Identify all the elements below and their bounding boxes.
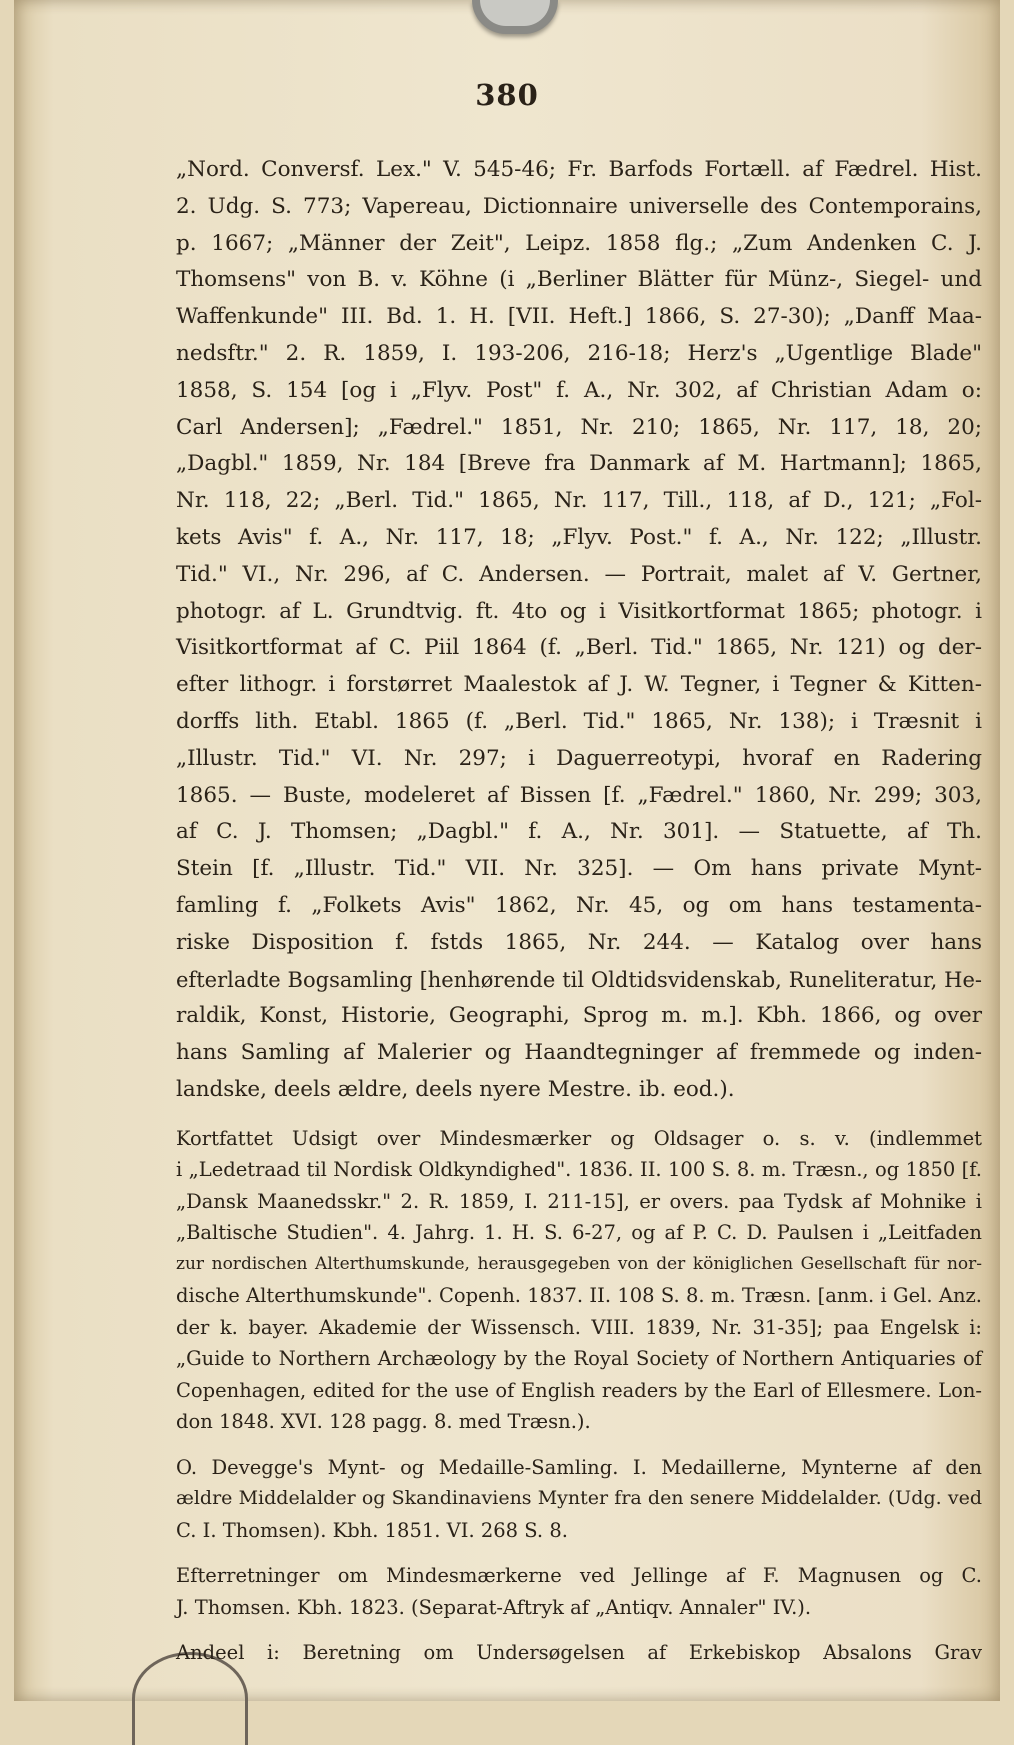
text-line: raldik, Konst, Historie, Geographi, Sprog m. m.]. Kbh. 1866, og over [176, 1003, 982, 1029]
text-line: zur nordischen Alterthumskunde, herausgegeben von der königlichen Gesellschaft für nor- [176, 1253, 982, 1274]
paragraph-andeel [176, 1637, 982, 1669]
paragraph-references [176, 152, 982, 1109]
text-line: Copenhagen, edited for the use of English readers by the Earl of Ellesmere. Lon- [176, 1378, 982, 1402]
page-number: 380 [475, 78, 539, 112]
text-line: „Guide to Northern Archæology by the Royal Society of Northern Antiquaries of [176, 1347, 982, 1371]
text-line: Tid." VI., Nr. 296, af C. Andersen. — Portrait, malet af V. Gertner, [176, 561, 982, 587]
text-line: „Baltische Studien". 4. Jahrg. 1. H. S. 6-27, og af P. C. D. Paulsen i „Leitfaden [176, 1221, 982, 1245]
paragraph-devegge-samling [176, 1452, 982, 1547]
paragraph-efterretninger [176, 1560, 982, 1623]
text-line: Thomsens" von B. v. Köhne (i „Berliner Blätter für Münz-, Siegel- und [176, 267, 982, 293]
text-line: riske Disposition f. fstds 1865, Nr. 244. — Katalog over hans [176, 929, 982, 955]
paragraph-kortfattet-udsigt [176, 1123, 982, 1438]
text-line: „Dagbl." 1859, Nr. 184 [Breve fra Danmark af M. Hartmann]; 1865, [176, 451, 982, 477]
text-line: J. Thomsen. Kbh. 1823. (Separat-Aftryk af „Antiqv. Annaler" IV.). [176, 1595, 812, 1619]
text-line: Nr. 118, 22; „Berl. Tid." 1865, Nr. 117, Till., 118, af D., 121; „Fol- [176, 488, 982, 514]
text-line: Stein [f. „Illustr. Tid." VII. Nr. 325]. — Om hans private Mynt- [176, 856, 982, 882]
text-line: don 1848. XVI. 128 pagg. 8. med Træsn.). [176, 1410, 591, 1434]
text-line: i „Ledetraad til Nordisk Oldkyndighed". 1836. II. 100 S. 8. m. Træsn., og 1850 [f. [176, 1158, 982, 1182]
text-line: Efterretninger om Mindesmærkerne ved Jellinge af F. Magnusen og C. [176, 1564, 982, 1588]
text-line: Carl Andersen]; „Fædrel." 1851, Nr. 210; 1865, Nr. 117, 18, 20; [176, 414, 982, 440]
text-line: O. Devegge's Mynt- og Medaille-Samling. I. Medaillerne, Mynterne af den [176, 1455, 982, 1479]
text-line: C. I. Thomsen). Kbh. 1851. VI. 268 S. 8. [176, 1518, 568, 1542]
text-line: „Illustr. Tid." VI. Nr. 297; i Daguerreotypi, hvoraf en Radering [176, 745, 982, 771]
text-line: af C. J. Thomsen; „Dagbl." f. A., Nr. 301]. — Statuette, af Th. [176, 819, 982, 845]
text-line: dorffs lith. Etabl. 1865 (f. „Berl. Tid." 1865, Nr. 138); i Træsnit i [176, 708, 982, 734]
text-line: nedsftr." 2. R. 1859, I. 193-206, 216-18; Herz's „Ugentlige Blade" [176, 340, 982, 366]
text-line: ældre Middelalder og Skandinaviens Mynter fra den senere Middelalder. (Udg. ved [176, 1487, 982, 1510]
text-line: hans Samling af Malerier og Haandtegninger af fremmede og inden- [176, 1040, 982, 1066]
text-line: p. 1667; „Männer der Zeit", Leipz. 1858 flg.; „Zum Andenken C. J. [176, 230, 982, 256]
text-line: photogr. af L. Grundtvig. ft. 4to og i Visitkortformat 1865; photogr. i [176, 598, 982, 624]
binding-clip [472, 0, 558, 34]
text-line: der k. bayer. Akademie der Wissensch. VIII. 1839, Nr. 31-35]; paa Engelsk i: [176, 1315, 982, 1339]
text-line: kets Avis" f. A., Nr. 117, 18; „Flyv. Post." f. A., Nr. 122; „Illustr. [176, 524, 982, 550]
text-line: 1858, S. 154 [og i „Flyv. Post" f. A., Nr. 302, af Christian Adam o: [176, 377, 982, 403]
text-line: „Dansk Maanedsskr." 2. R. 1859, I. 211-15], er overs. paa Tydsk af Mohnike i [176, 1189, 982, 1213]
text-line: famling f. „Folkets Avis" 1862, Nr. 45, og om hans testamenta- [176, 892, 982, 918]
text-line: Waffenkunde" III. Bd. 1. H. [VII. Heft.] 1866, S. 27-30); „Danff Maa- [176, 304, 982, 330]
page-text [176, 152, 982, 1669]
text-line: Kortfattet Udsigt over Mindesmærker og Oldsager o. s. v. (indlemmet [176, 1126, 982, 1150]
text-line: „Nord. Conversf. Lex." V. 545-46; Fr. Barfods Fortæll. af Fædrel. Hist. [176, 157, 982, 182]
text-line: 1865. — Buste, modeleret af Bissen [f. „Fædrel." 1860, Nr. 299; 303, [176, 782, 982, 808]
text-line: efter lithogr. i forstørret Maalestok af J. W. Tegner, i Tegner & Kitten- [176, 672, 982, 698]
text-line: dische Alterthumskunde". Copenh. 1837. II. 108 S. 8. m. Træsn. [anm. i Gel. Anz. [176, 1284, 982, 1308]
text-line: efterladte Bogsamling [henhørende til Oldtidsvidenskab, Runeliteratur, He- [176, 967, 982, 992]
text-line: Visitkortformat af C. Piil 1864 (f. „Berl. Tid." 1865, Nr. 121) og der- [176, 635, 982, 661]
text-line: Andeel i: Beretning om Undersøgelsen af Erkebiskop Absalons Grav [176, 1641, 982, 1665]
text-line: 2. Udg. S. 773; Vapereau, Dictionnaire universelle des Contemporains, [176, 193, 982, 219]
text-line: landske, deels ældre, deels nyere Mestre. ib. eod.). [176, 1076, 735, 1102]
